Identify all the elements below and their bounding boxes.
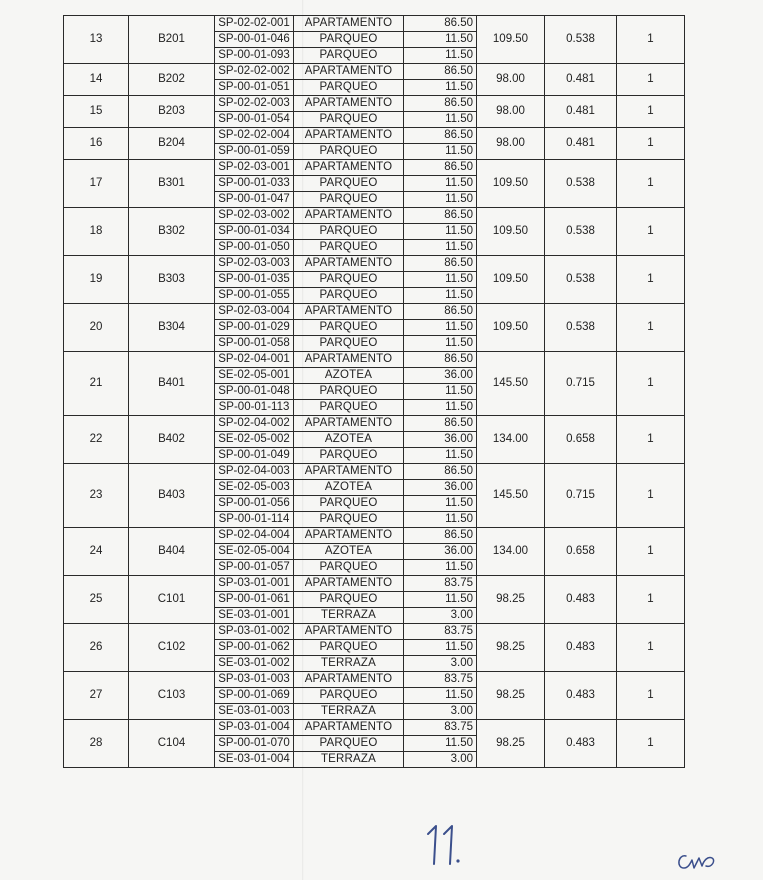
unit-id: B404: [129, 528, 215, 576]
property-code: SP-02-02-001: [215, 16, 294, 32]
table-row: [64, 64, 685, 80]
property-type: PARQUEO: [294, 224, 404, 240]
property-code: SP-03-01-003: [215, 672, 294, 688]
property-type: APARTAMENTO: [294, 576, 404, 592]
property-type: APARTAMENTO: [294, 720, 404, 736]
unit-id: C101: [129, 576, 215, 624]
row-number: 20: [64, 304, 129, 352]
unit-id: B202: [129, 64, 215, 96]
total-area: 98.25: [477, 720, 545, 768]
property-type: PARQUEO: [294, 112, 404, 128]
property-area: 11.50: [404, 688, 477, 704]
total-area: 134.00: [477, 528, 545, 576]
property-code: SP-00-01-093: [215, 48, 294, 64]
property-code: SP-02-02-004: [215, 128, 294, 144]
unit-id: B201: [129, 16, 215, 64]
vote-count: 1: [617, 96, 685, 128]
property-code: SE-02-05-004: [215, 544, 294, 560]
table-row: [64, 352, 685, 368]
table-row: [64, 304, 685, 320]
property-type: APARTAMENTO: [294, 528, 404, 544]
property-type: PARQUEO: [294, 688, 404, 704]
row-number: 16: [64, 128, 129, 160]
row-number: 18: [64, 208, 129, 256]
coefficient: 0.538: [545, 256, 617, 304]
vote-count: 1: [617, 720, 685, 768]
property-code: SP-02-02-002: [215, 64, 294, 80]
property-code: SP-00-01-062: [215, 640, 294, 656]
property-type: PARQUEO: [294, 144, 404, 160]
property-type: APARTAMENTO: [294, 64, 404, 80]
property-code: SE-02-05-002: [215, 432, 294, 448]
property-type: TERRAZA: [294, 608, 404, 624]
row-number: 26: [64, 624, 129, 672]
property-code: SP-02-03-002: [215, 208, 294, 224]
coefficient: 0.483: [545, 576, 617, 624]
coefficient: 0.538: [545, 16, 617, 64]
handwritten-initials: [672, 846, 732, 876]
total-area: 134.00: [477, 416, 545, 464]
property-area: 86.50: [404, 96, 477, 112]
property-type: PARQUEO: [294, 48, 404, 64]
property-code: SE-02-05-001: [215, 368, 294, 384]
property-type: APARTAMENTO: [294, 256, 404, 272]
property-area: 36.00: [404, 544, 477, 560]
table-row: [64, 16, 685, 32]
table-row: [64, 720, 685, 736]
property-type: APARTAMENTO: [294, 16, 404, 32]
property-code: SP-00-01-051: [215, 80, 294, 96]
property-area: 86.50: [404, 128, 477, 144]
property-type: APARTAMENTO: [294, 352, 404, 368]
property-area: 86.50: [404, 64, 477, 80]
property-type: PARQUEO: [294, 176, 404, 192]
row-number: 22: [64, 416, 129, 464]
property-code: SP-00-01-048: [215, 384, 294, 400]
table-row: [64, 208, 685, 224]
total-area: 145.50: [477, 352, 545, 416]
coefficient: 0.715: [545, 352, 617, 416]
property-code: SP-00-01-054: [215, 112, 294, 128]
property-type: APARTAMENTO: [294, 208, 404, 224]
coefficient: 0.715: [545, 464, 617, 528]
property-area: 11.50: [404, 112, 477, 128]
property-area: 86.50: [404, 352, 477, 368]
total-area: 145.50: [477, 464, 545, 528]
total-area: 98.25: [477, 576, 545, 624]
property-code: SP-00-01-029: [215, 320, 294, 336]
property-code: SE-03-01-002: [215, 656, 294, 672]
total-area: 98.25: [477, 624, 545, 672]
table-row: [64, 96, 685, 112]
unit-allocation-table: [63, 15, 685, 768]
unit-id: B304: [129, 304, 215, 352]
coefficient: 0.538: [545, 160, 617, 208]
row-number: 21: [64, 352, 129, 416]
table-row: [64, 256, 685, 272]
property-type: PARQUEO: [294, 640, 404, 656]
property-type: APARTAMENTO: [294, 416, 404, 432]
property-type: PARQUEO: [294, 400, 404, 416]
table-row: [64, 160, 685, 176]
property-area: 36.00: [404, 432, 477, 448]
property-code: SP-03-01-002: [215, 624, 294, 640]
unit-id: B401: [129, 352, 215, 416]
property-type: APARTAMENTO: [294, 96, 404, 112]
property-code: SP-00-01-061: [215, 592, 294, 608]
unit-id: B403: [129, 464, 215, 528]
vote-count: 1: [617, 16, 685, 64]
property-code: SP-00-01-047: [215, 192, 294, 208]
property-code: SP-02-04-002: [215, 416, 294, 432]
property-type: APARTAMENTO: [294, 160, 404, 176]
property-area: 11.50: [404, 512, 477, 528]
vote-count: 1: [617, 256, 685, 304]
property-area: 11.50: [404, 384, 477, 400]
property-area: 86.50: [404, 464, 477, 480]
property-type: PARQUEO: [294, 320, 404, 336]
property-type: PARQUEO: [294, 496, 404, 512]
property-type: AZOTEA: [294, 368, 404, 384]
row-number: 24: [64, 528, 129, 576]
table-row: [64, 576, 685, 592]
property-code: SP-02-03-001: [215, 160, 294, 176]
unit-id: C103: [129, 672, 215, 720]
property-code: SP-00-01-035: [215, 272, 294, 288]
coefficient: 0.538: [545, 208, 617, 256]
property-area: 11.50: [404, 224, 477, 240]
vote-count: 1: [617, 160, 685, 208]
property-code: SP-00-01-046: [215, 32, 294, 48]
property-code: SP-00-01-070: [215, 736, 294, 752]
property-code: SP-02-02-003: [215, 96, 294, 112]
vote-count: 1: [617, 576, 685, 624]
property-area: 3.00: [404, 608, 477, 624]
total-area: 98.25: [477, 672, 545, 720]
vote-count: 1: [617, 352, 685, 416]
property-type: AZOTEA: [294, 480, 404, 496]
coefficient: 0.538: [545, 304, 617, 352]
coefficient: 0.481: [545, 64, 617, 96]
property-area: 11.50: [404, 320, 477, 336]
table-body: [64, 16, 685, 768]
coefficient: 0.658: [545, 416, 617, 464]
row-number: 17: [64, 160, 129, 208]
row-number: 13: [64, 16, 129, 64]
property-code: SE-03-01-001: [215, 608, 294, 624]
unit-id: B402: [129, 416, 215, 464]
property-type: PARQUEO: [294, 192, 404, 208]
property-area: 11.50: [404, 48, 477, 64]
unit-id: B204: [129, 128, 215, 160]
table-row: [64, 624, 685, 640]
property-area: 36.00: [404, 480, 477, 496]
property-area: 3.00: [404, 752, 477, 768]
property-area: 11.50: [404, 192, 477, 208]
property-type: PARQUEO: [294, 336, 404, 352]
property-code: SP-00-01-069: [215, 688, 294, 704]
coefficient: 0.483: [545, 672, 617, 720]
property-type: AZOTEA: [294, 432, 404, 448]
row-number: 23: [64, 464, 129, 528]
total-area: 109.50: [477, 160, 545, 208]
property-type: PARQUEO: [294, 288, 404, 304]
property-area: 11.50: [404, 592, 477, 608]
property-code: SP-02-04-001: [215, 352, 294, 368]
row-number: 15: [64, 96, 129, 128]
vote-count: 1: [617, 128, 685, 160]
property-code: SP-00-01-057: [215, 560, 294, 576]
row-number: 14: [64, 64, 129, 96]
property-area: 11.50: [404, 496, 477, 512]
property-area: 3.00: [404, 704, 477, 720]
property-area: 11.50: [404, 176, 477, 192]
property-area: 83.75: [404, 576, 477, 592]
property-area: 36.00: [404, 368, 477, 384]
unit-id: C102: [129, 624, 215, 672]
property-area: 86.50: [404, 16, 477, 32]
row-number: 27: [64, 672, 129, 720]
property-area: 11.50: [404, 736, 477, 752]
property-code: SP-02-03-003: [215, 256, 294, 272]
property-type: APARTAMENTO: [294, 464, 404, 480]
table-row: [64, 672, 685, 688]
total-area: 109.50: [477, 304, 545, 352]
property-type: PARQUEO: [294, 80, 404, 96]
table-row: [64, 528, 685, 544]
property-code: SP-02-03-004: [215, 304, 294, 320]
property-area: 11.50: [404, 288, 477, 304]
property-type: TERRAZA: [294, 752, 404, 768]
total-area: 109.50: [477, 16, 545, 64]
property-code: SP-00-01-059: [215, 144, 294, 160]
property-area: 11.50: [404, 144, 477, 160]
coefficient: 0.483: [545, 624, 617, 672]
property-code: SP-00-01-050: [215, 240, 294, 256]
property-code: SP-00-01-114: [215, 512, 294, 528]
row-number: 19: [64, 256, 129, 304]
vote-count: 1: [617, 464, 685, 528]
property-type: PARQUEO: [294, 736, 404, 752]
total-area: 98.00: [477, 96, 545, 128]
property-area: 86.50: [404, 528, 477, 544]
property-area: 11.50: [404, 448, 477, 464]
property-type: PARQUEO: [294, 560, 404, 576]
property-code: SP-00-01-055: [215, 288, 294, 304]
property-code: SP-00-01-058: [215, 336, 294, 352]
property-code: SP-00-01-113: [215, 400, 294, 416]
property-area: 11.50: [404, 400, 477, 416]
vote-count: 1: [617, 416, 685, 464]
property-type: PARQUEO: [294, 592, 404, 608]
coefficient: 0.658: [545, 528, 617, 576]
property-code: SP-03-01-004: [215, 720, 294, 736]
total-area: 109.50: [477, 256, 545, 304]
property-code: SE-02-05-003: [215, 480, 294, 496]
row-number: 25: [64, 576, 129, 624]
property-type: APARTAMENTO: [294, 672, 404, 688]
property-type: PARQUEO: [294, 512, 404, 528]
property-type: PARQUEO: [294, 32, 404, 48]
unit-id: C104: [129, 720, 215, 768]
vote-count: 1: [617, 672, 685, 720]
coefficient: 0.481: [545, 128, 617, 160]
property-type: APARTAMENTO: [294, 128, 404, 144]
property-area: 11.50: [404, 240, 477, 256]
property-area: 11.50: [404, 80, 477, 96]
property-code: SP-03-01-001: [215, 576, 294, 592]
unit-id: B302: [129, 208, 215, 256]
property-area: 83.75: [404, 720, 477, 736]
vote-count: 1: [617, 64, 685, 96]
property-code: SP-00-01-034: [215, 224, 294, 240]
property-code: SP-02-04-004: [215, 528, 294, 544]
property-code: SP-00-01-049: [215, 448, 294, 464]
property-area: 86.50: [404, 304, 477, 320]
property-type: PARQUEO: [294, 384, 404, 400]
property-type: TERRAZA: [294, 656, 404, 672]
property-code: SE-03-01-004: [215, 752, 294, 768]
unit-id: B301: [129, 160, 215, 208]
property-area: 11.50: [404, 32, 477, 48]
row-number: 28: [64, 720, 129, 768]
unit-id: B203: [129, 96, 215, 128]
property-code: SP-00-01-033: [215, 176, 294, 192]
property-type: AZOTEA: [294, 544, 404, 560]
property-type: PARQUEO: [294, 448, 404, 464]
property-type: APARTAMENTO: [294, 304, 404, 320]
vote-count: 1: [617, 304, 685, 352]
vote-count: 1: [617, 528, 685, 576]
table-row: [64, 464, 685, 480]
property-type: PARQUEO: [294, 272, 404, 288]
vote-count: 1: [617, 208, 685, 256]
property-type: APARTAMENTO: [294, 624, 404, 640]
property-area: 86.50: [404, 160, 477, 176]
handwritten-page-number: [420, 820, 480, 870]
property-area: 86.50: [404, 256, 477, 272]
total-area: 98.00: [477, 64, 545, 96]
property-area: 86.50: [404, 416, 477, 432]
property-area: 11.50: [404, 560, 477, 576]
property-code: SP-00-01-056: [215, 496, 294, 512]
total-area: 98.00: [477, 128, 545, 160]
vote-count: 1: [617, 624, 685, 672]
property-type: PARQUEO: [294, 240, 404, 256]
property-area: 11.50: [404, 336, 477, 352]
property-area: 83.75: [404, 672, 477, 688]
property-type: TERRAZA: [294, 704, 404, 720]
property-code: SP-02-04-003: [215, 464, 294, 480]
property-code: SE-03-01-003: [215, 704, 294, 720]
table-row: [64, 128, 685, 144]
property-area: 3.00: [404, 656, 477, 672]
property-area: 83.75: [404, 624, 477, 640]
property-area: 11.50: [404, 640, 477, 656]
property-area: 11.50: [404, 272, 477, 288]
unit-id: B303: [129, 256, 215, 304]
coefficient: 0.481: [545, 96, 617, 128]
total-area: 109.50: [477, 208, 545, 256]
property-area: 86.50: [404, 208, 477, 224]
coefficient: 0.483: [545, 720, 617, 768]
table-row: [64, 416, 685, 432]
